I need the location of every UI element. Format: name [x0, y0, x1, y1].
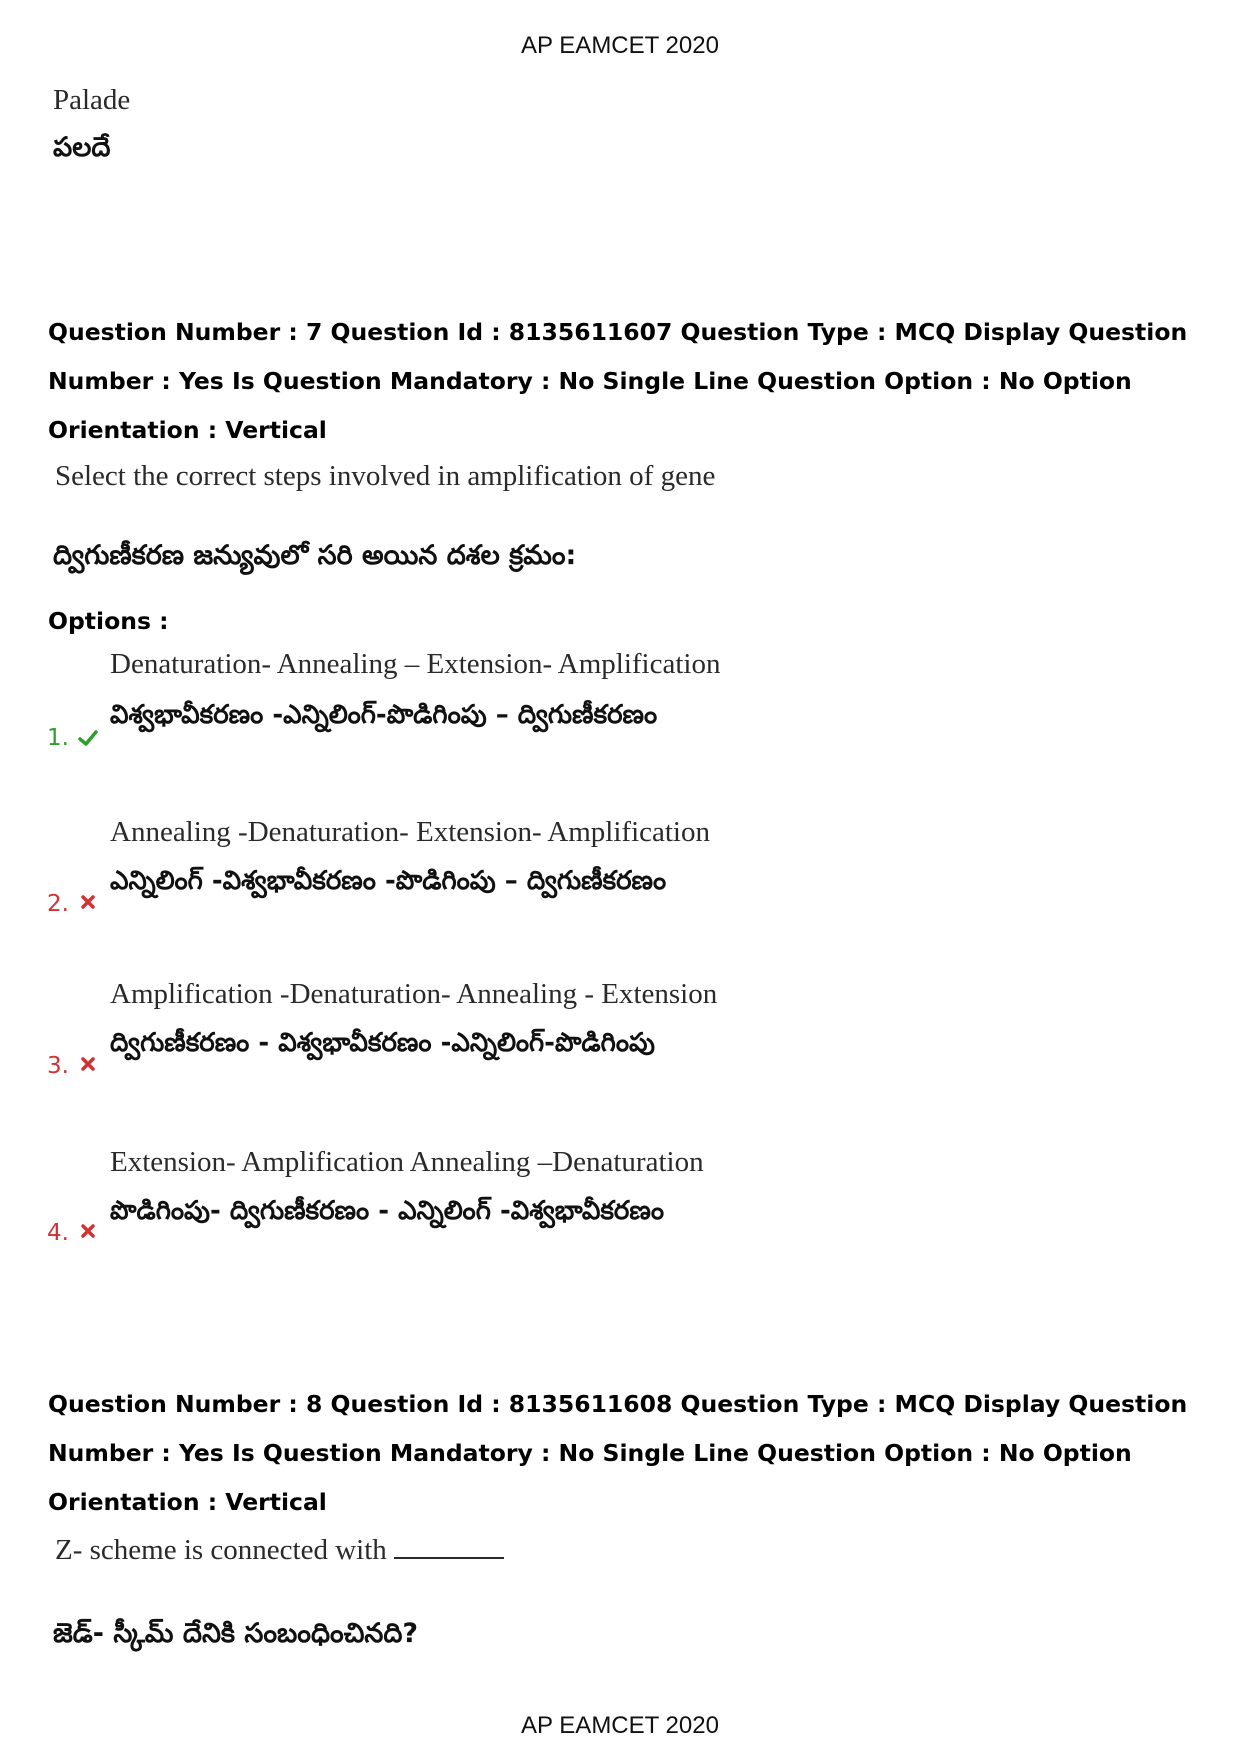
option-2-telugu: ఎన్నిలింగ్ -విశ్వభావీకరణం -పొడిగింపు – ద్విగుణీకరణం: [110, 866, 667, 896]
option-1[interactable]: [0, 648, 1240, 798]
option-1-number: 1.: [47, 725, 69, 751]
question-8-metadata: [48, 1380, 1198, 1527]
option-4-english: Extension- Amplification Annealing –Denaturation: [110, 1146, 704, 1178]
option-4-telugu: పొడిగింపు- ద్విగుణీకరణం - ఎన్నిలింగ్ -విశ్వభావీకరణం: [110, 1196, 665, 1226]
question-8-text: Z- scheme is connected with: [55, 1534, 387, 1566]
cross-icon: [78, 1054, 98, 1074]
previous-answer-english: Palade: [53, 84, 131, 116]
meta-line: Number : Yes Is Question Mandatory : No Single Line Question Option : No Option: [48, 1439, 1132, 1467]
option-1-telugu: విశ్వభావీకరణం -ఎన్నిలింగ్-పొడిగింపు – ద్విగుణీకరణం: [110, 700, 658, 730]
cross-icon: [78, 1221, 98, 1241]
meta-line: Number : Yes Is Question Mandatory : No Single Line Question Option : No Option: [48, 367, 1132, 395]
previous-answer-telugu: పలదే: [53, 132, 111, 163]
option-2-number: 2.: [47, 891, 69, 917]
option-3-english: Amplification -Denaturation- Annealing - Extension: [110, 978, 718, 1010]
option-4[interactable]: [0, 1146, 1240, 1296]
meta-line: Question Number : 8 Question Id : 8135611608 Question Type : MCQ Display Question: [48, 1390, 1188, 1418]
question-8-text-telugu: జెడ్- స్కీమ్ దేనికి సంబంధించినది?: [53, 1618, 419, 1649]
option-2-english: Annealing -Denaturation- Extension- Amplification: [110, 816, 710, 848]
option-1-english: Denaturation- Annealing – Extension- Amplification: [110, 648, 721, 680]
question-7-text-telugu: ద్విగుణీకరణ జన్యువులో సరి అయిన దశల క్రమం:: [53, 540, 577, 571]
option-3-number: 3.: [47, 1053, 69, 1079]
option-2[interactable]: [0, 816, 1240, 966]
meta-line: Orientation : Vertical: [48, 416, 327, 444]
option-3[interactable]: [0, 978, 1240, 1128]
option-3-telugu: ద్విగుణీకరణం - విశ్వభావీకరణం -ఎన్నిలింగ్-పొడిగింపు: [110, 1028, 655, 1058]
check-icon: [78, 728, 98, 748]
meta-line: Question Number : 7 Question Id : 8135611607 Question Type : MCQ Display Question: [48, 318, 1188, 346]
cross-icon: [78, 892, 98, 912]
question-8-text-english: [55, 1534, 504, 1567]
question-7-metadata: [48, 308, 1198, 455]
options-label: Options :: [48, 607, 169, 635]
meta-line: Orientation : Vertical: [48, 1488, 327, 1516]
question-7-text-english: Select the correct steps involved in amplification of gene: [55, 460, 716, 492]
page-header: AP EAMCET 2020: [521, 32, 719, 59]
option-4-number: 4.: [47, 1220, 69, 1246]
answer-blank: [394, 1556, 504, 1559]
page-footer: AP EAMCET 2020: [521, 1712, 719, 1739]
